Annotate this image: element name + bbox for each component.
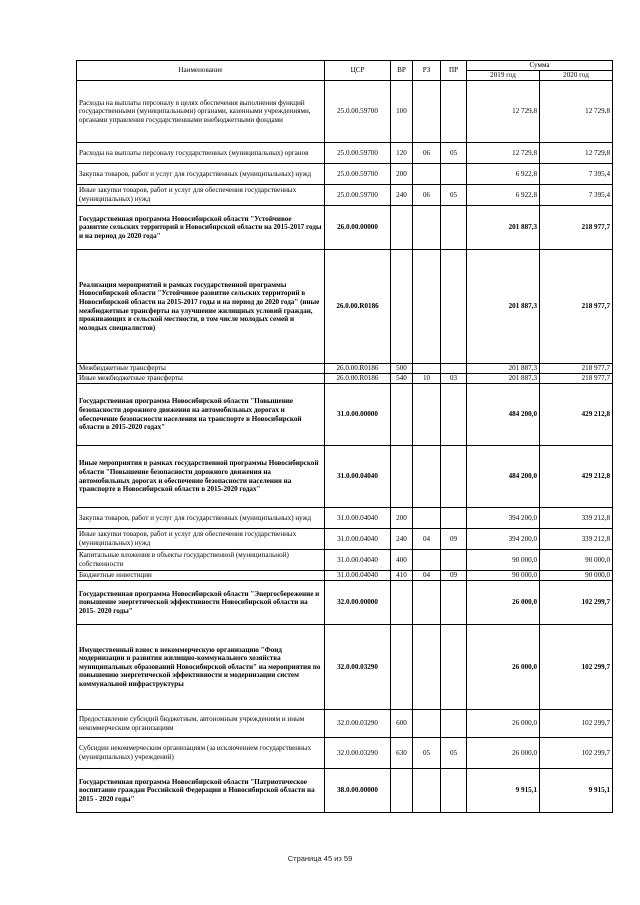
header-name: Наименование	[77, 61, 325, 81]
cell-y2019: 201 887,3	[467, 364, 540, 374]
cell-csr: 31.0.00.04040	[325, 550, 391, 571]
cell-pr	[441, 625, 467, 710]
cell-pr	[441, 206, 467, 250]
cell-y2019: 26 000,0	[467, 625, 540, 710]
cell-csr: 31.0.00.04040	[325, 446, 391, 508]
table-row	[77, 143, 613, 164]
cell-y2019: 12 729,8	[467, 143, 540, 164]
cell-pr	[441, 250, 467, 364]
header-sum: Сумма	[467, 61, 613, 71]
cell-rz	[413, 364, 441, 374]
cell-rz	[413, 164, 441, 185]
cell-csr: 26.0.00.R0186	[325, 250, 391, 364]
cell-name: Субсидии некоммерческим организациям (за исключением государственных (муниципальных) учреждений)	[77, 738, 325, 769]
cell-y2020: 218 977,7	[540, 374, 613, 384]
cell-name: Государственная программа Новосибирской области "Устойчивое развитие сельских территорий в Новосибирской области на 2015-2017 годы и на период до 2020 года"	[77, 206, 325, 250]
cell-vr	[391, 206, 413, 250]
cell-csr: 31.0.00.00000	[325, 384, 391, 446]
page-number: Страница 45 из 59	[287, 854, 353, 863]
cell-vr: 120	[391, 143, 413, 164]
cell-y2019: 201 887,3	[467, 250, 540, 364]
cell-vr: 100	[391, 81, 413, 143]
table-row	[77, 529, 613, 550]
cell-pr: 09	[441, 529, 467, 550]
cell-rz	[413, 384, 441, 446]
cell-y2019: 6 922,8	[467, 185, 540, 206]
cell-csr: 26.0.00.00000	[325, 206, 391, 250]
table-header	[77, 61, 613, 81]
table-row	[77, 81, 613, 143]
cell-y2019: 484 200,0	[467, 384, 540, 446]
cell-pr: 05	[441, 185, 467, 206]
cell-pr	[441, 164, 467, 185]
cell-y2020: 12 729,8	[540, 143, 613, 164]
cell-y2020: 7 395,4	[540, 185, 613, 206]
table-row	[77, 571, 613, 581]
cell-y2019: 26 000,0	[467, 581, 540, 625]
cell-pr	[441, 384, 467, 446]
cell-y2019: 12 729,8	[467, 81, 540, 143]
cell-y2020: 218 977,7	[540, 250, 613, 364]
cell-pr	[441, 769, 467, 813]
cell-vr: 200	[391, 508, 413, 529]
cell-pr: 03	[441, 374, 467, 384]
table-row	[77, 446, 613, 508]
cell-y2020: 90 000,0	[540, 571, 613, 581]
cell-rz	[413, 508, 441, 529]
cell-pr	[441, 710, 467, 738]
cell-y2020: 339 212,8	[540, 529, 613, 550]
header-pr: ПР	[441, 61, 467, 81]
cell-y2020: 102 299,7	[540, 738, 613, 769]
cell-csr: 32.0.00.00000	[325, 581, 391, 625]
cell-y2020: 218 977,7	[540, 206, 613, 250]
cell-y2020: 102 299,7	[540, 581, 613, 625]
cell-pr	[441, 81, 467, 143]
cell-vr: 240	[391, 529, 413, 550]
budget-table	[76, 60, 613, 813]
cell-vr: 600	[391, 710, 413, 738]
cell-y2020: 102 299,7	[540, 710, 613, 738]
cell-csr: 32.0.00.03290	[325, 738, 391, 769]
cell-name: Государственная программа Новосибирской области "Энергосбережение и повышение энергетической эффективности Новосибирской области на 2015- 2020 годы"	[77, 581, 325, 625]
cell-vr	[391, 581, 413, 625]
header-csr: ЦСР	[325, 61, 391, 81]
table-row	[77, 374, 613, 384]
cell-y2019: 90 000,0	[467, 571, 540, 581]
table-row	[77, 581, 613, 625]
cell-y2019: 26 000,0	[467, 710, 540, 738]
cell-rz: 04	[413, 571, 441, 581]
cell-rz: 04	[413, 529, 441, 550]
cell-pr: 05	[441, 738, 467, 769]
cell-rz	[413, 81, 441, 143]
cell-csr: 32.0.00.03290	[325, 625, 391, 710]
cell-y2019: 201 887,3	[467, 206, 540, 250]
cell-rz	[413, 581, 441, 625]
cell-name: Государственная программа Новосибирской области "Патриотическое воспитание граждан Российской Федерации в Новосибирской области на 2015 - 2020 годы"	[77, 769, 325, 813]
cell-vr: 240	[391, 185, 413, 206]
cell-vr: 630	[391, 738, 413, 769]
cell-rz: 10	[413, 374, 441, 384]
cell-y2019: 394 200,0	[467, 529, 540, 550]
cell-csr: 25.0.00.59700	[325, 81, 391, 143]
cell-rz	[413, 250, 441, 364]
cell-y2019: 26 000,0	[467, 738, 540, 769]
cell-rz	[413, 625, 441, 710]
cell-y2019: 201 887,3	[467, 374, 540, 384]
cell-name: Закупка товаров, работ и услуг для государственных (муниципальных) нужд	[77, 508, 325, 529]
cell-csr: 38.0.00.00000	[325, 769, 391, 813]
cell-pr	[441, 364, 467, 374]
cell-name: Предоставление субсидий бюджетным, автономным учреждениям и иным некоммерческим организациям	[77, 710, 325, 738]
cell-rz	[413, 206, 441, 250]
cell-vr	[391, 625, 413, 710]
cell-y2020: 7 395,4	[540, 164, 613, 185]
cell-rz	[413, 446, 441, 508]
cell-csr: 31.0.00.04040	[325, 571, 391, 581]
table-row	[77, 206, 613, 250]
table-row	[77, 185, 613, 206]
cell-vr	[391, 384, 413, 446]
cell-y2020: 429 212,8	[540, 384, 613, 446]
table-row	[77, 364, 613, 374]
cell-y2020: 90 000,0	[540, 550, 613, 571]
cell-rz: 06	[413, 143, 441, 164]
cell-y2020: 102 299,7	[540, 625, 613, 710]
cell-vr: 410	[391, 571, 413, 581]
cell-y2020: 218 977,7	[540, 364, 613, 374]
cell-vr	[391, 446, 413, 508]
table-row	[77, 508, 613, 529]
cell-y2019: 484 200,0	[467, 446, 540, 508]
cell-name: Иные закупки товаров, работ и услуг для обеспечения государственных (муниципальных) нужд	[77, 529, 325, 550]
header-vr: ВР	[391, 61, 413, 81]
cell-csr: 26.0.00.R0186	[325, 364, 391, 374]
table-row	[77, 710, 613, 738]
cell-vr	[391, 769, 413, 813]
cell-name: Расходы на выплаты персоналу государственных (муниципальных) органов	[77, 143, 325, 164]
cell-name: Капитальные вложения в объекты государственной (муниципальной) собственности	[77, 550, 325, 571]
cell-pr	[441, 550, 467, 571]
cell-name: Реализация мероприятий в рамках государственной программы Новосибирской области "Устойчивое развитие сельских территорий в Новосибирской области на 2015-2017 годы и на период до 2020 года" (иные межбюджетные трансферты на улучшение жилищных условий граждан, проживающих в сельской местности, в том числе молодых семей и молодых специалистов)	[77, 250, 325, 364]
cell-csr: 25.0.00.59700	[325, 164, 391, 185]
cell-vr: 540	[391, 374, 413, 384]
cell-pr	[441, 508, 467, 529]
cell-name: Иные закупки товаров, работ и услуг для обеспечения государственных (муниципальных) нужд	[77, 185, 325, 206]
cell-vr: 400	[391, 550, 413, 571]
table-row	[77, 625, 613, 710]
cell-y2020: 339 212,8	[540, 508, 613, 529]
cell-name: Имущественный взнос в некоммерческую организацию "Фонд модернизации и развития жилищно-коммунального хозяйства муниципальных образований Новосибирской области" на мероприятия по повышению энергетической эффективности и модернизации систем коммунальной инфраструктуры	[77, 625, 325, 710]
table-row	[77, 164, 613, 185]
cell-pr: 05	[441, 143, 467, 164]
table-row	[77, 738, 613, 769]
cell-y2020: 9 915,1	[540, 769, 613, 813]
cell-y2019: 6 922,8	[467, 164, 540, 185]
cell-csr: 31.0.00.04040	[325, 508, 391, 529]
cell-pr: 09	[441, 571, 467, 581]
header-year-2020: 2020 год	[540, 71, 613, 81]
cell-name: Государственная программа Новосибирской области "Повышение безопасности дорожного движения на автомобильных дорогах и обеспечение безопасности населения на транспорте в Новосибирской области в 2015-2020 годах"	[77, 384, 325, 446]
table-row	[77, 250, 613, 364]
cell-name: Иные мероприятия в рамках государственной программы Новосибирской области "Повышение безопасности дорожного движения на автомобильных дорогах и обеспечение безопасности населения на транспорте в Новосибирской области в 2015-2020 годах"	[77, 446, 325, 508]
cell-csr: 25.0.00.59700	[325, 143, 391, 164]
cell-y2019: 90 000,0	[467, 550, 540, 571]
table-row	[77, 769, 613, 813]
cell-y2019: 9 915,1	[467, 769, 540, 813]
cell-name: Расходы на выплаты персоналу в целях обеспечения выполнения функций государственными (муниципальными) органами, казенными учреждениями, органами управления государственными внебюджетными фондами	[77, 81, 325, 143]
header-rz: РЗ	[413, 61, 441, 81]
header-year-2019: 2019 год	[467, 71, 540, 81]
cell-name: Межбюджетные трансферты	[77, 364, 325, 374]
cell-name: Иные межбюджетные трансферты	[77, 374, 325, 384]
table-row	[77, 550, 613, 571]
cell-vr	[391, 250, 413, 364]
cell-pr	[441, 446, 467, 508]
table-row	[77, 384, 613, 446]
table-body	[77, 81, 613, 813]
cell-rz	[413, 769, 441, 813]
cell-name: Бюджетные инвестиции	[77, 571, 325, 581]
cell-y2019: 394 200,0	[467, 508, 540, 529]
cell-csr: 25.0.00.59700	[325, 185, 391, 206]
cell-rz	[413, 550, 441, 571]
cell-rz: 05	[413, 738, 441, 769]
cell-pr	[441, 581, 467, 625]
cell-rz: 06	[413, 185, 441, 206]
cell-csr: 26.0.00.R0186	[325, 374, 391, 384]
cell-y2020: 429 212,8	[540, 446, 613, 508]
cell-csr: 32.0.00.03290	[325, 710, 391, 738]
cell-name: Закупка товаров, работ и услуг для государственных (муниципальных) нужд	[77, 164, 325, 185]
cell-csr: 31.0.00.04040	[325, 529, 391, 550]
cell-vr: 500	[391, 364, 413, 374]
cell-rz	[413, 710, 441, 738]
cell-vr: 200	[391, 164, 413, 185]
cell-y2020: 12 729,8	[540, 81, 613, 143]
